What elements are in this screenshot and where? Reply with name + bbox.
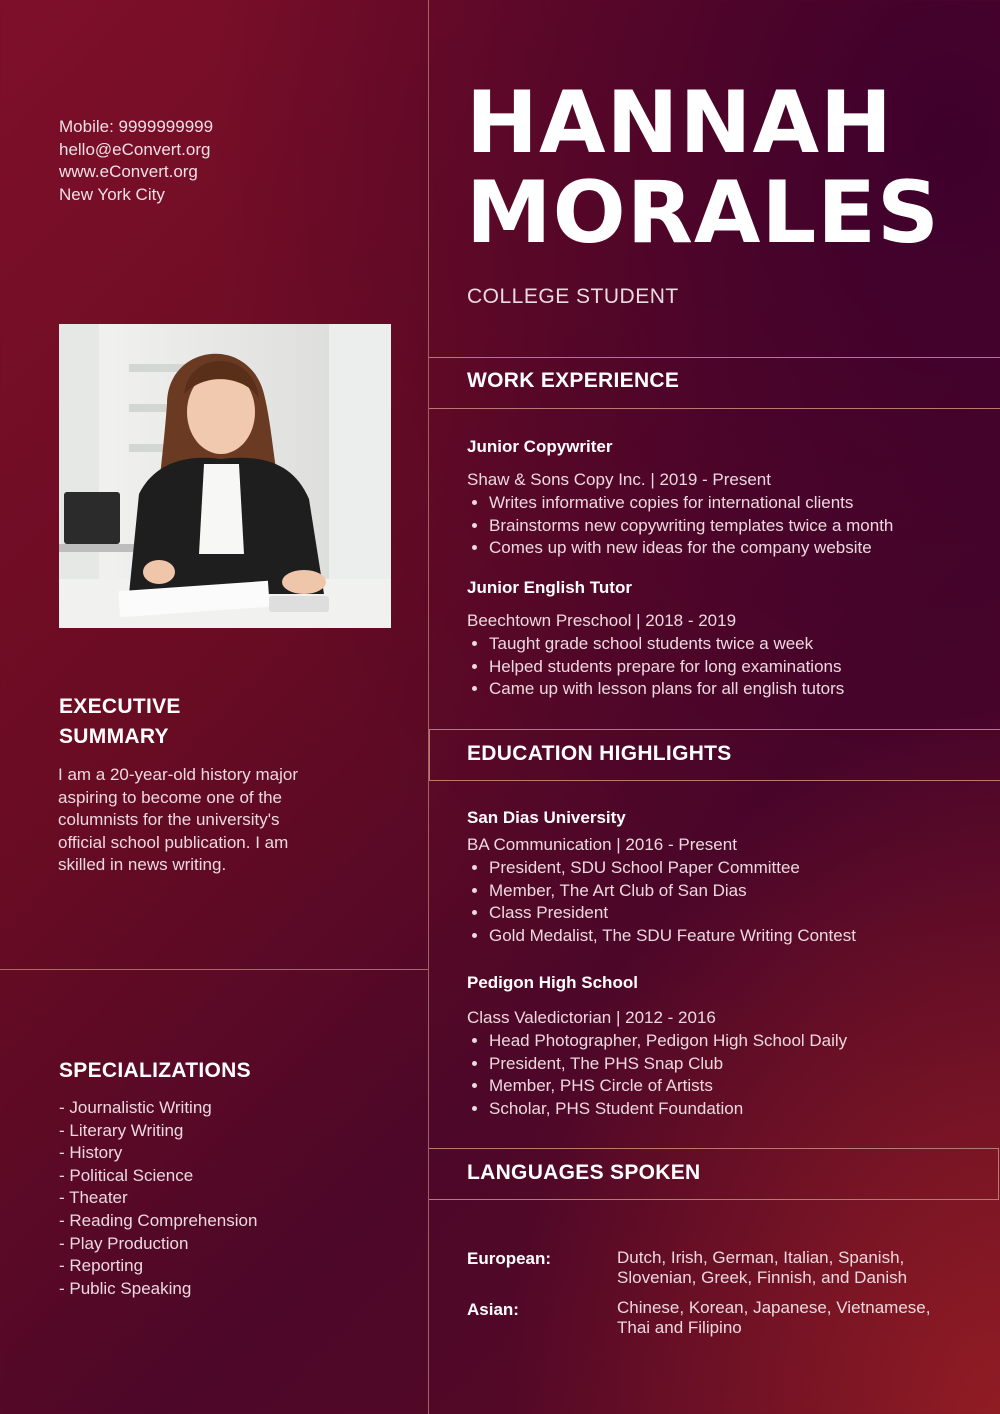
list-item: - Reporting xyxy=(59,1256,144,1276)
education-heading: EDUCATION HIGHLIGHTS xyxy=(467,742,732,765)
column-divider xyxy=(428,0,429,1414)
contact-mobile: Mobile: 9999999999 xyxy=(59,117,214,136)
job-title: Junior English Tutor xyxy=(467,578,632,597)
list-item: - Public Speaking xyxy=(59,1278,192,1298)
list-item: • Member, The Art Club of San Dias xyxy=(489,880,856,903)
summary-text: I am a 20-year-old history major aspiring to become one of the columnists for the university's official school publication. I am skilled in news writing. xyxy=(58,765,298,874)
summary-heading-line1: EXECUTIVE xyxy=(59,695,181,718)
job-meta: Beechtown Preschool | 2018 - 2019 xyxy=(467,611,737,630)
list-item: • Brainstorms new copywriting templates twice a month xyxy=(489,515,893,538)
job-title: Junior Copywriter xyxy=(467,437,613,456)
profile-photo xyxy=(59,324,391,628)
contact-website[interactable]: www.eConvert.org xyxy=(59,162,198,181)
summary-heading-line2: SUMMARY xyxy=(59,725,169,748)
list-item: • Class President xyxy=(489,902,856,925)
school-name: Pedigon High School xyxy=(467,973,638,992)
list-item: - Political Science xyxy=(59,1165,194,1185)
list-item: - Theater xyxy=(59,1188,128,1208)
contact-city: New York City xyxy=(59,184,165,204)
list-item: • Member, PHS Circle of Artists xyxy=(489,1075,847,1098)
list-item: - Literary Writing xyxy=(59,1120,184,1140)
list-item: • Helped students prepare for long examinations xyxy=(489,656,844,679)
full-name xyxy=(466,73,940,263)
contact-block xyxy=(59,116,213,206)
specializations-list xyxy=(59,1097,257,1300)
specializations-heading: SPECIALIZATIONS xyxy=(59,1059,251,1082)
school-meta: BA Communication | 2016 - Present xyxy=(467,835,737,854)
language-group-label: European: xyxy=(467,1249,552,1268)
last-name: MORALES xyxy=(466,163,940,263)
school-bullets xyxy=(467,857,856,948)
languages-heading: LANGUAGES SPOKEN xyxy=(467,1161,701,1184)
list-item: - History xyxy=(59,1143,123,1163)
school-name: San Dias University xyxy=(467,808,626,827)
list-item: • Taught grade school students twice a week xyxy=(489,633,844,656)
left-divider xyxy=(0,969,428,970)
job-bullets xyxy=(467,492,893,560)
language-group-label: Asian: xyxy=(467,1300,519,1319)
list-item: • President, SDU School Paper Committee xyxy=(489,857,856,880)
list-item: • President, The PHS Snap Club xyxy=(489,1053,847,1076)
profile-photo-image xyxy=(59,324,391,628)
list-item: - Journalistic Writing xyxy=(59,1098,212,1117)
job-meta: Shaw & Sons Copy Inc. | 2019 - Present xyxy=(467,470,771,489)
list-item: - Reading Comprehension xyxy=(59,1210,258,1230)
list-item: • Head Photographer, Pedigon High School Daily xyxy=(489,1030,847,1053)
language-group-value: Dutch, Irish, German, Italian, Spanish, Slovenian, Greek, Finnish, and Danish xyxy=(617,1248,908,1287)
list-item: • Writes informative copies for international clients xyxy=(489,492,893,515)
work-heading: WORK EXPERIENCE xyxy=(467,369,680,392)
summary-heading xyxy=(59,692,181,752)
list-item: • Scholar, PHS Student Foundation xyxy=(489,1098,847,1121)
job-bullets xyxy=(467,633,844,701)
list-item: • Comes up with new ideas for the company website xyxy=(489,537,893,560)
list-item: • Came up with lesson plans for all english tutors xyxy=(489,678,844,701)
job-role: COLLEGE STUDENT xyxy=(467,285,679,308)
list-item: • Gold Medalist, The SDU Feature Writing Contest xyxy=(489,925,856,948)
school-meta: Class Valedictorian | 2012 - 2016 xyxy=(467,1008,716,1027)
list-item: - Play Production xyxy=(59,1233,189,1253)
first-name: HANNAH xyxy=(466,73,894,173)
school-bullets xyxy=(467,1030,847,1121)
language-group-value: Chinese, Korean, Japanese, Vietnamese, Thai and Filipino xyxy=(617,1298,931,1337)
contact-email[interactable]: hello@eConvert.org xyxy=(59,139,211,159)
